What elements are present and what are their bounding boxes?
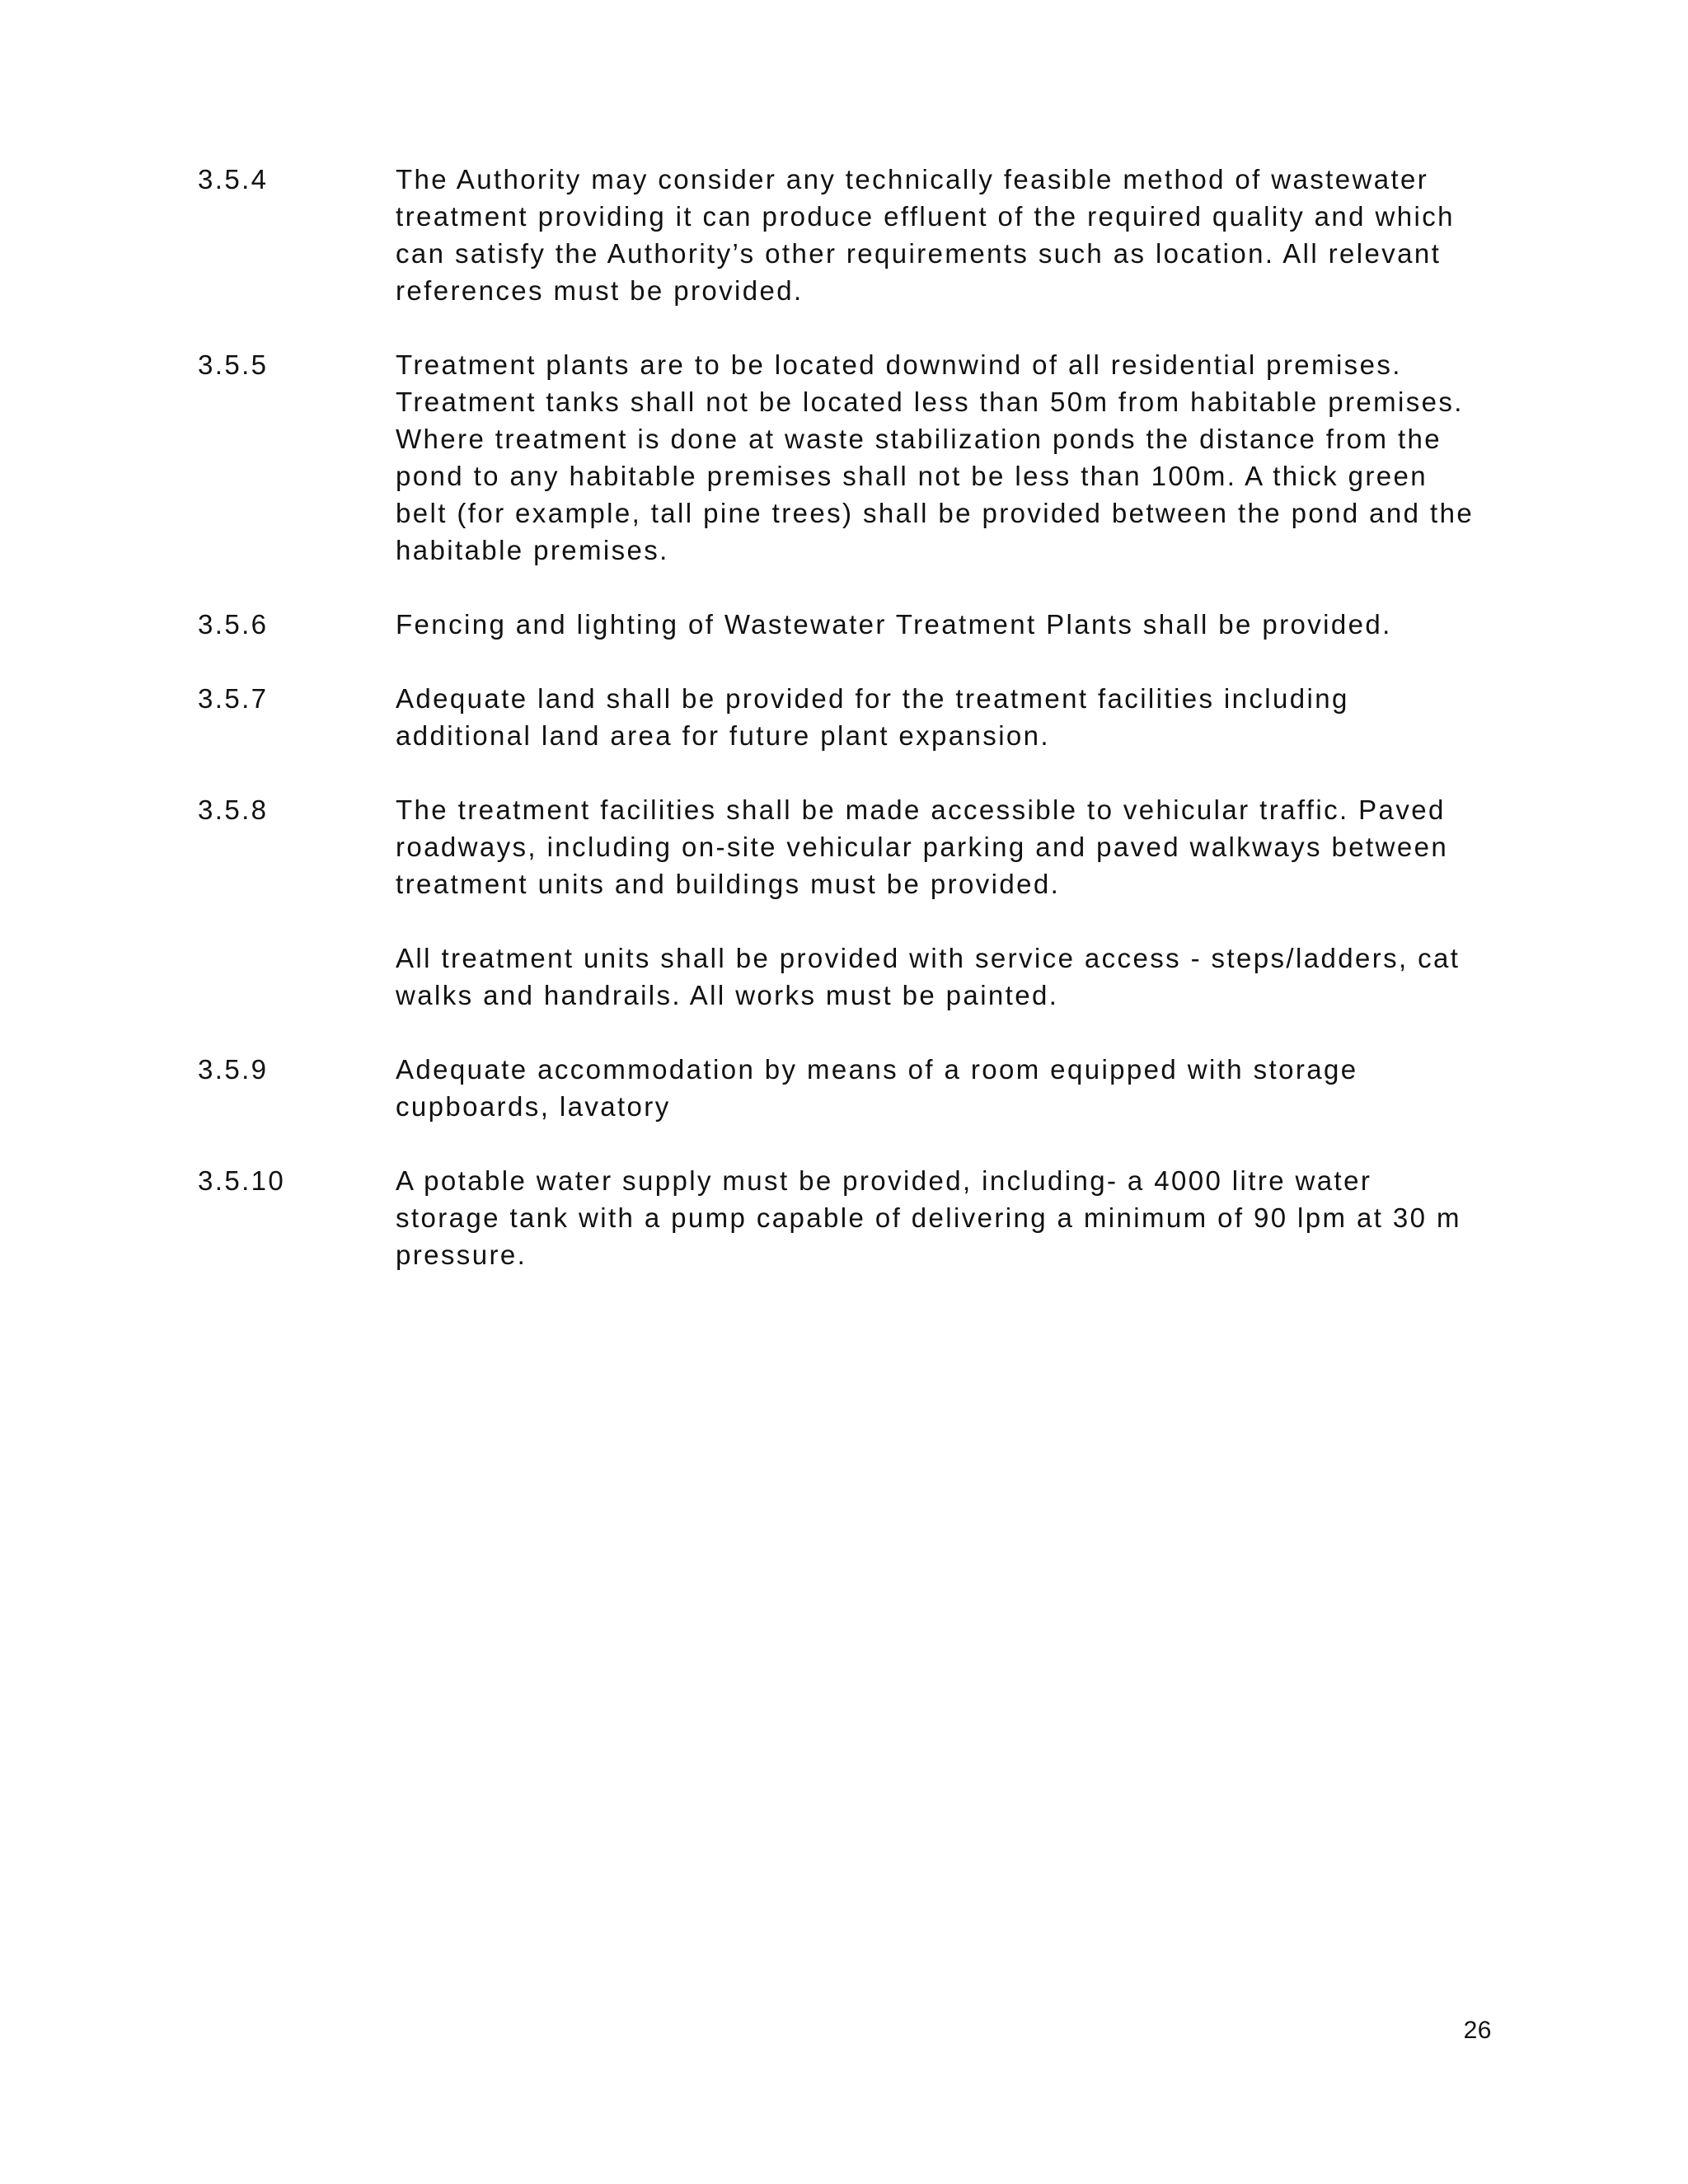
page-number: 26 [1463,2017,1492,2044]
section-body [396,606,1484,643]
section-3-5-5 [198,346,1484,569]
section-number: 3.5.9 [198,1054,269,1085]
section-3-5-8 [198,791,1484,1014]
section-number: 3.5.7 [198,683,269,714]
section-number: 3.5.8 [198,794,269,825]
section-paragraph: Treatment plants are to be located downwind of all residential premises. Treatment tanks shall not be located less than 50m from habitable premises. Where treatment is done at waste stabilization ponds the distance from the pond to any habitable premises shall not be less than 100m. A thick green belt (for example, tall pine trees) shall be provided between the pond and the habitable premises. [396,349,1475,565]
section-body [396,680,1484,754]
section-body [396,1051,1484,1125]
section-3-5-9 [198,1051,1484,1125]
section-paragraph: A potable water supply must be provided, including- a 4000 litre water storage tank with a pump capable of delivering a minimum of 90 lpm at 30 m pressure. [396,1165,1461,1270]
section-number: 3.5.6 [198,609,269,640]
section-body [396,791,1484,1014]
section-number: 3.5.4 [198,164,269,194]
section-body [396,161,1484,309]
sections-list [198,161,1484,1310]
section-number: 3.5.5 [198,349,269,380]
section-paragraph: The treatment facilities shall be made accessible to vehicular traffic. Paved roadways, including on-site vehicular parking and paved walkways between treatment units and buildings must be provided. [396,794,1449,899]
section-body [396,1162,1484,1273]
section-3-5-6 [198,606,1484,643]
section-paragraph: Adequate land shall be provided for the treatment facilities including additional land area for future plant expansion. [396,683,1349,751]
section-paragraph: Adequate accommodation by means of a room equipped with storage cupboards, lavatory [396,1054,1358,1122]
section-3-5-7 [198,680,1484,754]
section-paragraph: Fencing and lighting of Wastewater Treatment Plants shall be provided. [396,609,1392,640]
section-3-5-4 [198,161,1484,309]
section-number: 3.5.10 [198,1165,286,1196]
section-paragraph: All treatment units shall be provided with service access - steps/ladders, cat walks and handrails. All works must be painted. [396,943,1461,1010]
section-3-5-10 [198,1162,1484,1273]
section-body [396,346,1484,569]
section-paragraph: The Authority may consider any technically feasible method of wastewater treatment providing it can produce effluent of the required quality and which can satisfy the Authority’s other requirements such as location. All relevant references must be provided. [396,164,1455,306]
